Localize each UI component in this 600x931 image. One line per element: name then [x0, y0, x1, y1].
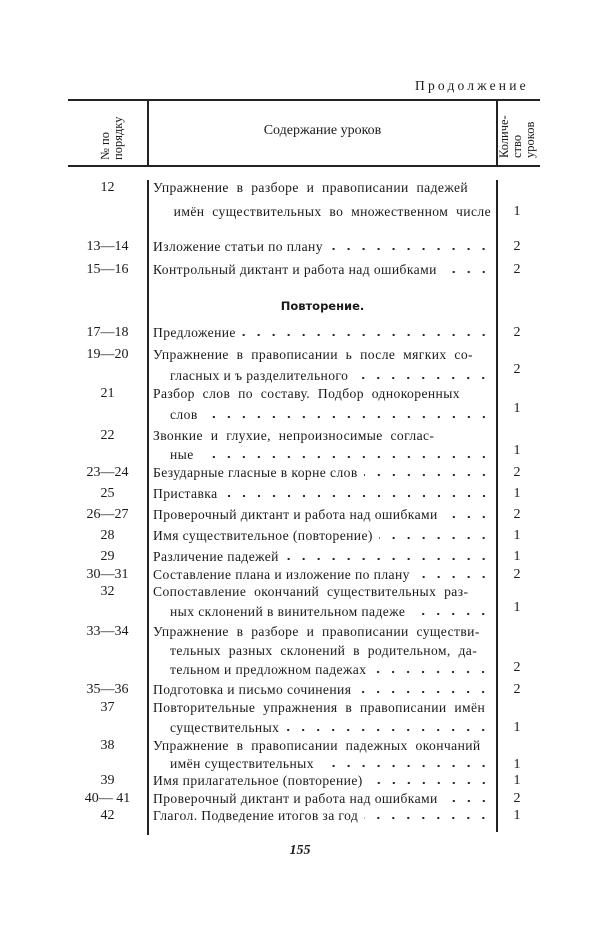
lesson-text: Упражнение в правописании ь после мягких со- [153, 347, 473, 362]
lesson-content-line [153, 773, 491, 789]
header-num [99, 117, 125, 160]
header-num-line: порядку [111, 116, 125, 160]
row-number: 17—18 [86, 325, 129, 340]
row-number: 23—24 [86, 465, 129, 480]
lesson-text: Упражнение в разборе и правописании существи- [153, 624, 480, 639]
dot-leader [369, 781, 491, 785]
lesson-text: тельных разных склонений в родительном, да- [170, 643, 478, 658]
lesson-content-line [153, 428, 491, 444]
dot-leader [285, 557, 491, 561]
dot-leader [411, 612, 491, 616]
lesson-content-line [153, 682, 491, 698]
dot-leader [444, 799, 491, 803]
row-number: 26—27 [86, 507, 129, 522]
lesson-content-line [170, 204, 491, 220]
page-number: 155 [289, 843, 311, 858]
lesson-content-line [153, 791, 491, 807]
dot-leader [372, 670, 491, 674]
lesson-count: 1 [513, 808, 521, 823]
lesson-content-line [153, 549, 491, 565]
header-count-line: уроков [523, 121, 537, 158]
lesson-text: Упражнение в правописании падежных окончаний [153, 738, 481, 753]
lesson-content-line [170, 662, 491, 678]
lesson-text: ных склонений в винительном падеже [170, 604, 406, 619]
lesson-count: 1 [513, 773, 521, 788]
row-number: 39 [100, 773, 115, 788]
row-number: 42 [100, 808, 115, 823]
dot-leader [329, 247, 491, 251]
lesson-text: Подготовка и письмо сочинения [153, 682, 352, 697]
row-number: 35—36 [86, 682, 129, 697]
row-number: 19—20 [86, 347, 129, 362]
header-count-line: ство [510, 134, 524, 158]
lesson-text: Проверочный диктант и работа над ошибками [153, 507, 438, 522]
lesson-text: Контрольный диктант и работа над ошибками [153, 262, 437, 277]
dot-leader [224, 494, 491, 498]
lesson-content-line [153, 347, 491, 363]
column-divider [147, 100, 149, 166]
row-number: 13—14 [86, 239, 129, 254]
lesson-text: ные [170, 447, 194, 462]
lesson-text: Предложение [153, 325, 236, 340]
lesson-content-line [170, 604, 491, 620]
row-number: 25 [100, 486, 115, 501]
lesson-count: 2 [513, 507, 521, 522]
lesson-text: тельном и предложном падежах [170, 662, 367, 677]
lesson-text: имён существительных во множественном числе [173, 204, 491, 219]
lesson-text: Сопоставление окончаний существительных раз- [153, 584, 469, 599]
lesson-text: Звонкие и глухие, непроизносимые соглас- [153, 428, 435, 443]
lesson-content-line [170, 643, 491, 659]
lesson-text: Имя прилагательное (повторение) [153, 773, 363, 788]
lesson-count: 2 [513, 262, 521, 277]
row-number: 38 [100, 738, 115, 753]
dot-leader [354, 376, 491, 380]
lesson-content-line [170, 368, 491, 384]
lesson-count: 1 [513, 443, 521, 458]
lesson-count: 1 [513, 600, 521, 615]
lesson-content-line [170, 407, 491, 423]
lesson-content-line [153, 239, 491, 255]
dot-leader [443, 270, 491, 274]
row-number: 30—31 [86, 567, 129, 582]
lesson-text: Приставка [153, 486, 218, 501]
lesson-text: Безударные гласные в корне слов [153, 465, 358, 480]
row-number: 32 [100, 584, 115, 599]
lesson-content-line [153, 262, 491, 278]
lesson-content-line [153, 624, 491, 640]
row-number: 33—34 [86, 624, 129, 639]
dot-leader [416, 575, 491, 579]
lesson-count: 1 [513, 528, 521, 543]
header-count [498, 115, 537, 158]
lesson-count: 1 [513, 486, 521, 501]
lesson-text: Упражнение в разборе и правописании падежей [153, 180, 469, 195]
row-number: 29 [100, 549, 115, 564]
lesson-content-line [153, 486, 491, 502]
lesson-text: Изложение статьи по плану [153, 239, 323, 254]
lesson-count: 2 [513, 362, 521, 377]
lesson-content-line [153, 808, 491, 824]
lesson-content-line [153, 528, 491, 544]
lesson-text: гласных и ъ разделительного [170, 368, 349, 383]
lesson-count: 2 [513, 682, 521, 697]
dot-leader [364, 816, 491, 820]
lesson-count: 2 [513, 239, 521, 254]
header-content: Содержание уроков [263, 123, 382, 138]
lesson-content-line [153, 567, 491, 583]
header-bottom-rule [68, 165, 540, 167]
row-number: 40— 41 [84, 791, 131, 806]
lesson-text: Составление плана и изложение по плану [153, 567, 410, 582]
column-divider [147, 180, 149, 835]
dot-leader [285, 728, 491, 732]
lesson-content-line [170, 447, 491, 463]
lesson-content-line [170, 756, 491, 772]
header-count-line: Количе- [497, 115, 511, 158]
row-number: 12 [100, 180, 115, 195]
row-number: 15—16 [86, 262, 129, 277]
section-title: Повторение. [280, 299, 365, 313]
lesson-content-line [170, 720, 491, 736]
lesson-count: 2 [513, 791, 521, 806]
lesson-text: слов [170, 407, 198, 422]
lesson-content-line [153, 325, 491, 341]
lesson-count: 2 [513, 660, 521, 675]
lesson-count: 1 [513, 401, 521, 416]
dot-leader [379, 536, 491, 540]
lesson-count: 1 [513, 757, 521, 772]
header-num-line: № по [98, 132, 112, 160]
lesson-text: Проверочный диктант и работа над ошибками [153, 791, 438, 806]
lesson-count: 1 [513, 549, 521, 564]
lesson-count: 2 [513, 567, 521, 582]
row-number: 37 [100, 700, 115, 715]
lesson-text: Разбор слов по составу. Подбор однокоренных [153, 386, 460, 401]
lesson-content-line [153, 465, 491, 481]
lesson-count: 1 [513, 204, 521, 219]
lesson-content-line [153, 584, 491, 600]
dot-leader [357, 690, 491, 694]
header-top-rule [68, 99, 540, 101]
lesson-text: существительных [170, 720, 280, 735]
dot-leader [200, 455, 491, 459]
continuation-label: Продолжение [415, 78, 529, 93]
lesson-count: 1 [513, 720, 521, 735]
lesson-text: Имя существительное (повторение) [153, 528, 373, 543]
column-divider [496, 180, 498, 832]
dot-leader [444, 515, 491, 519]
lesson-text: Различение падежей [153, 549, 279, 564]
lesson-count: 2 [513, 465, 521, 480]
lesson-content-line [153, 738, 491, 754]
lesson-content-line [153, 507, 491, 523]
lesson-content-line [153, 386, 491, 402]
row-number: 22 [100, 428, 115, 443]
lesson-text: имён существительных [170, 756, 314, 771]
lesson-content-line [153, 180, 491, 196]
dot-leader [204, 415, 491, 419]
row-number: 28 [100, 528, 115, 543]
row-number: 21 [100, 386, 115, 401]
lesson-count: 2 [513, 325, 521, 340]
dot-leader [364, 473, 491, 477]
lesson-content-line [153, 700, 491, 716]
lesson-text: Повторительные упражнения в правописании имён [153, 700, 486, 715]
dot-leader [242, 333, 491, 337]
lesson-text: Глагол. Подведение итогов за год [153, 808, 359, 823]
dot-leader [320, 764, 491, 768]
